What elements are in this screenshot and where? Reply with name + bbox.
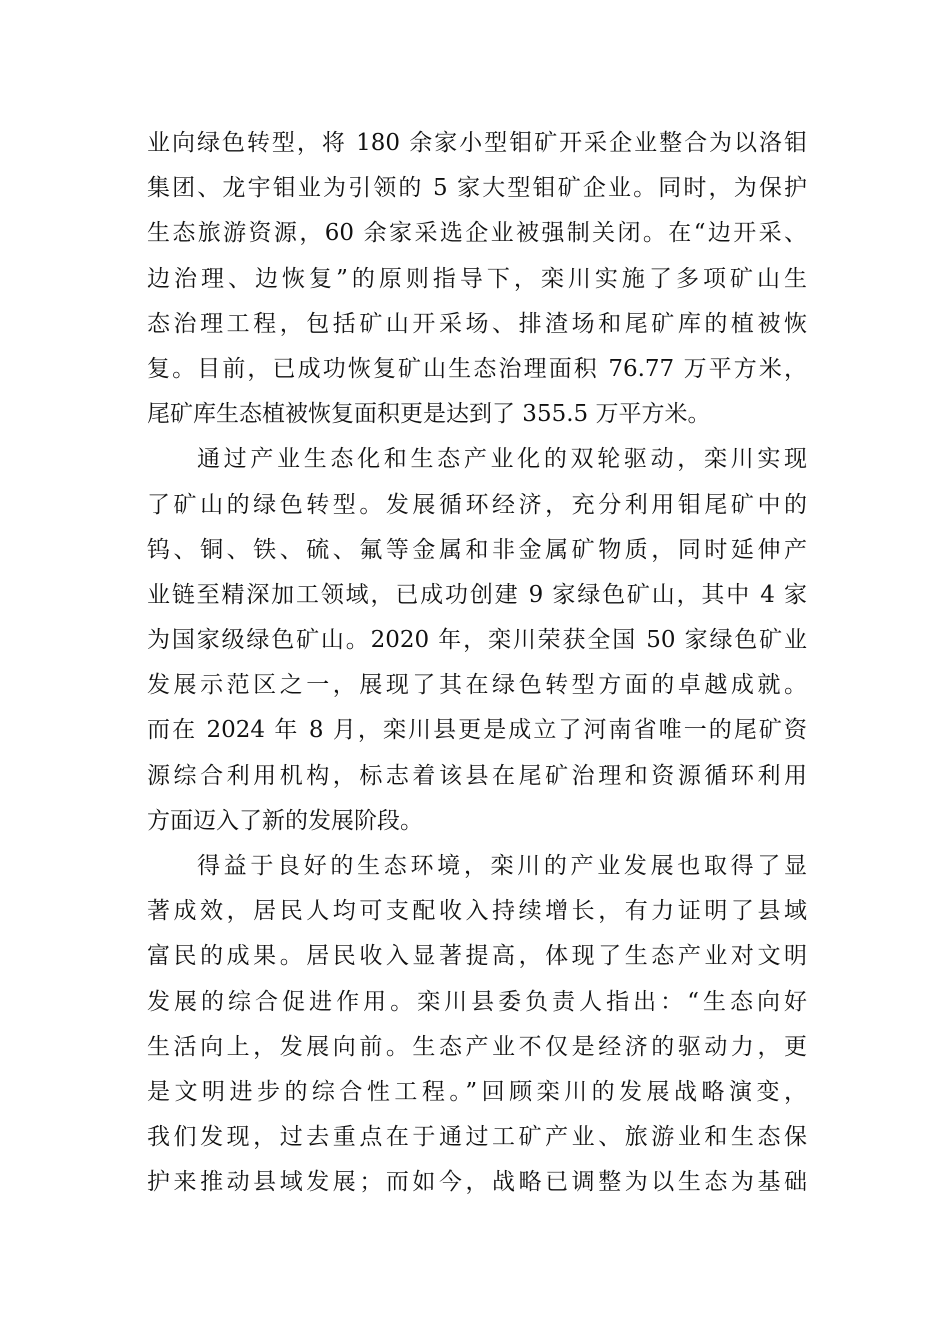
text-line: 发展示范区之一，展现了其在绿色转型方面的卓越成就。 bbox=[147, 672, 807, 699]
text-line: 集团、龙宇钼业为引领的 5 家大型钼矿企业。同时，为保护 bbox=[147, 175, 807, 202]
text-line: 发展的综合促进作用。栾川县委负责人指出：“生态向好 bbox=[147, 988, 807, 1015]
text-line: 钨、铜、铁、硫、氟等金属和非金属矿物质，同时延伸产 bbox=[147, 536, 807, 563]
text-line: 业向绿色转型，将 180 余家小型钼矿开采企业整合为以洛钼 bbox=[147, 130, 807, 156]
text-line: 业链至精深加工领域，已成功创建 9 家绿色矿山，其中 4 家 bbox=[147, 581, 807, 608]
text-line: 著成效，居民人均可支配收入持续增长，有力证明了县域 bbox=[147, 898, 807, 925]
text-line: 源综合利用机构，标志着该县在尾矿治理和资源循环利用 bbox=[147, 762, 807, 789]
text-line: 方面迈入了新的发展阶段。 bbox=[147, 807, 423, 834]
text-line: 复。目前，已成功恢复矿山生态治理面积 76.77 万平方米， bbox=[147, 355, 807, 382]
text-line: 是文明进步的综合性工程。”回顾栾川的发展战略演变， bbox=[147, 1078, 807, 1105]
text-line: 通过产业生态化和生态产业化的双轮驱动，栾川实现 bbox=[197, 446, 807, 473]
document-body bbox=[147, 121, 807, 1206]
text-line: 而在 2024 年 8 月，栾川县更是成立了河南省唯一的尾矿资 bbox=[147, 717, 807, 744]
text-line: 为国家级绿色矿山。2020 年，栾川荣获全国 50 家绿色矿业 bbox=[147, 627, 807, 654]
text-line: 了矿山的绿色转型。发展循环经济，充分利用钼尾矿中的 bbox=[147, 491, 807, 518]
text-line: 护来推动县域发展；而如今，战略已调整为以生态为基础 bbox=[147, 1169, 807, 1196]
text-line: 边治理、边恢复”的原则指导下，栾川实施了多项矿山生 bbox=[147, 265, 807, 292]
paragraph-2 bbox=[147, 437, 807, 844]
text-line: 生活向上，发展向前。生态产业不仅是经济的驱动力，更 bbox=[147, 1033, 807, 1060]
paragraph-1 bbox=[147, 121, 807, 437]
paragraph-3 bbox=[147, 844, 807, 1206]
text-line: 尾矿库生态植被恢复面积更是达到了 355.5 万平方米。 bbox=[147, 401, 711, 428]
text-line: 得益于良好的生态环境，栾川的产业发展也取得了显 bbox=[197, 853, 807, 879]
text-line: 我们发现，过去重点在于通过工矿产业、旅游业和生态保 bbox=[147, 1124, 807, 1151]
text-line: 富民的成果。居民收入显著提高，体现了生态产业对文明 bbox=[147, 943, 807, 970]
text-line: 生态旅游资源，60 余家采选企业被强制关闭。在“边开采、 bbox=[147, 220, 807, 247]
text-line: 态治理工程，包括矿山开采场、排渣场和尾矿库的植被恢 bbox=[147, 310, 807, 337]
